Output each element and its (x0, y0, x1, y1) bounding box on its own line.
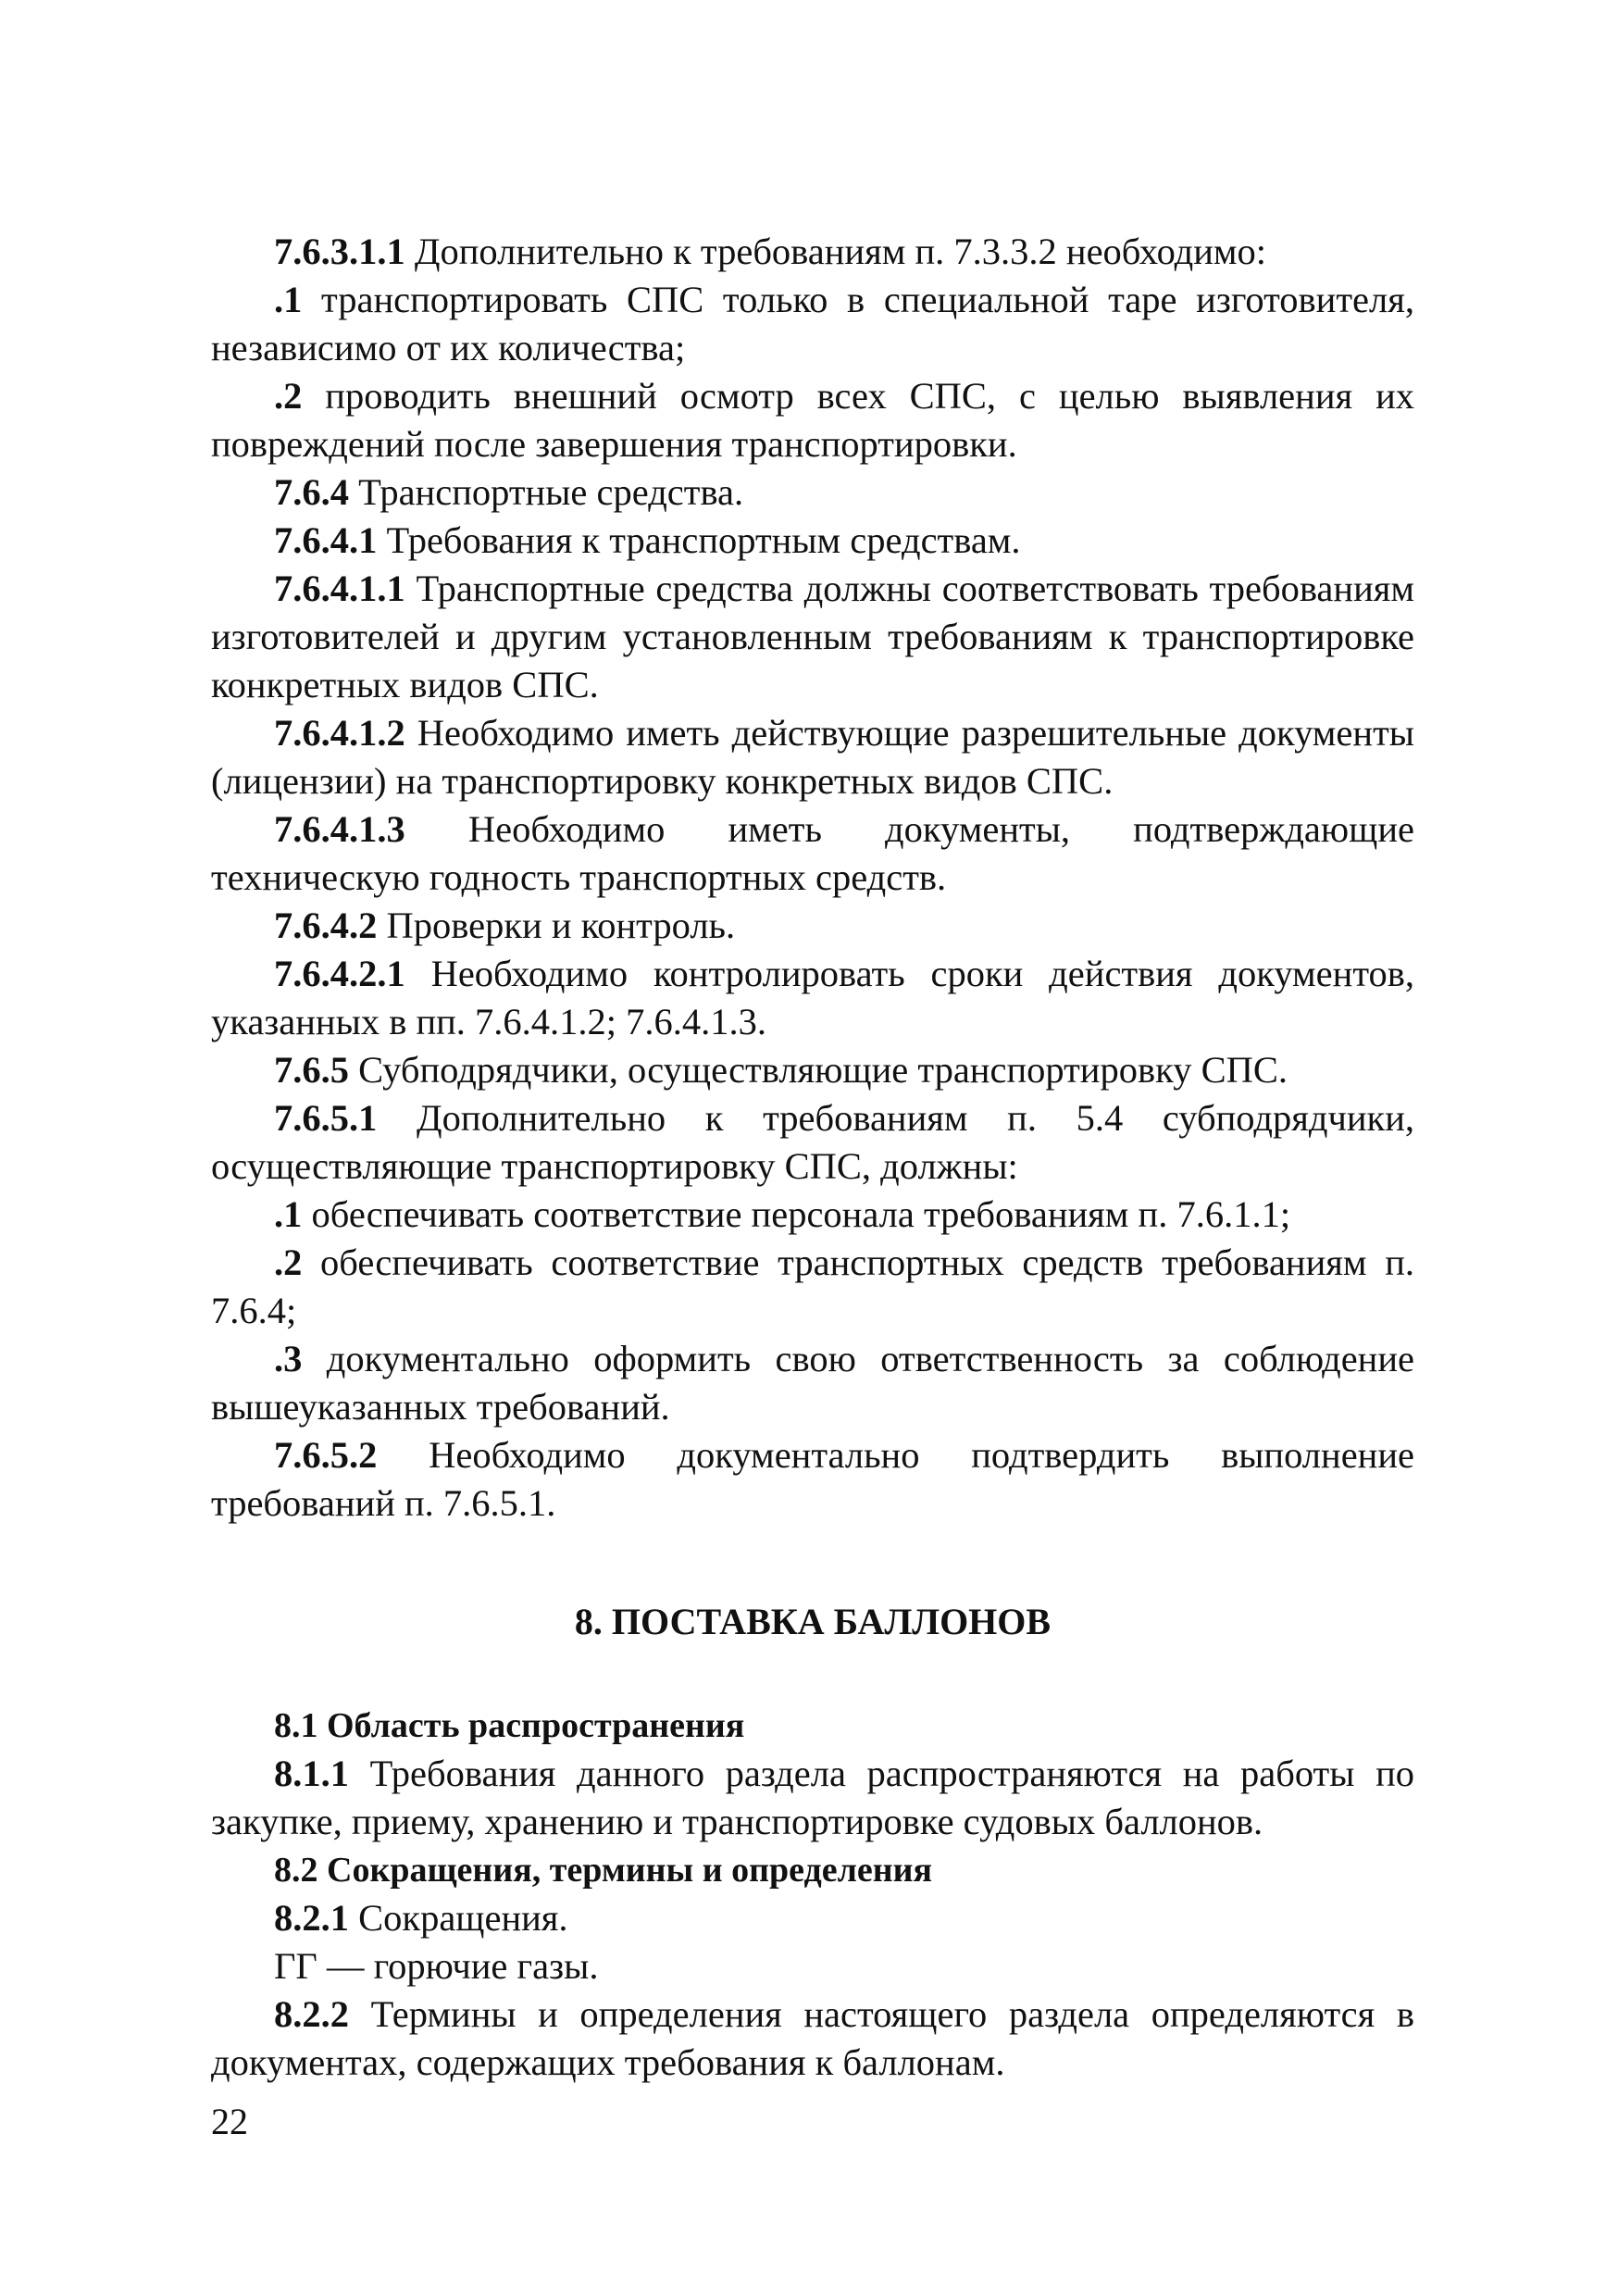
subheading-8-2: 8.2 Сокращения, термины и определения (274, 1851, 933, 1890)
paragraph-item-2 (211, 372, 1414, 468)
subheading-8-1: 8.1 Область распространения (274, 1706, 745, 1745)
paragraph-text: Дополнительно к требованиям п. 7.3.3.2 необходимо: (404, 231, 1267, 272)
paragraph-7-6-4-1-2 (211, 709, 1414, 805)
clause-number: 7.6.4.2.1 (274, 953, 405, 994)
paragraph-text: Необходимо контролировать сроки действия документов, указанных в пп. 7.6.4.1.2; 7.6.4.1.3. (211, 953, 1414, 1042)
clause-number: 8.2.2 (274, 1993, 349, 2035)
paragraph-text: проводить внешний осмотр всех СПС, с целью выявления их повреждений после завершения транспортировки. (211, 375, 1414, 465)
paragraph-text: Транспортные средства должны соответствовать требованиям изготовителей и другим установленным требованиям к транспортировке конкретных видов СПС. (211, 568, 1414, 705)
paragraph-abbreviation-gg (211, 1942, 1414, 1990)
paragraph-7-6-5-2 (211, 1431, 1414, 1528)
clause-number: 7.6.3.1.1 (274, 231, 405, 272)
clause-number: 7.6.4.1 (274, 519, 378, 561)
paragraph-item-2b (211, 1239, 1414, 1335)
paragraph-7-6-4-1-1 (211, 565, 1414, 709)
paragraph-7-6-4-1 (211, 517, 1414, 565)
paragraph-text: Дополнительно к требованиям п. 5.4 субподрядчики, осуществляющие транспортировку СПС, должны: (211, 1097, 1414, 1187)
paragraph-7-6-4-2 (211, 902, 1414, 950)
clause-number: 7.6.4.1.2 (274, 712, 405, 754)
paragraph-text: Требования данного раздела распространяются на работы по закупке, приему, хранению и транспортировке судовых баллонов. (211, 1753, 1414, 1842)
clause-number: 7.6.4.2 (274, 905, 378, 946)
paragraph-text: Субподрядчики, осуществляющие транспортировку СПС. (349, 1049, 1288, 1091)
clause-number: .1 (274, 279, 303, 320)
paragraph-8-2-2 (211, 1990, 1414, 2087)
clause-number: 8.1.1 (274, 1753, 349, 1794)
paragraph-7-6-4-1-3 (211, 805, 1414, 902)
clause-number: .2 (274, 1242, 303, 1283)
paragraph-item-1 (211, 276, 1414, 372)
paragraph-7-6-4 (211, 468, 1414, 517)
paragraph-item-3b (211, 1335, 1414, 1431)
paragraph-8-1-1 (211, 1750, 1414, 1846)
clause-number: .3 (274, 1338, 303, 1379)
clause-number: .2 (274, 375, 303, 417)
paragraph-text: Сокращения. (349, 1897, 568, 1939)
clause-number: 7.6.5.2 (274, 1434, 378, 1476)
paragraph-7-6-5 (211, 1046, 1414, 1094)
paragraph-text: Необходимо иметь действующие разрешительные документы (лицензии) на транспортировку конкретных видов СПС. (211, 712, 1414, 802)
clause-number: 7.6.4.1.3 (274, 808, 405, 850)
paragraph-text: документально оформить свою ответственность за соблюдение вышеуказанных требований. (211, 1338, 1414, 1428)
paragraph-text: обеспечивать соответствие персонала требованиям п. 7.6.1.1; (302, 1193, 1291, 1235)
page-body (211, 228, 1414, 2087)
paragraph-text: Термины и определения настоящего раздела определяются в документах, содержащих требования к баллонам. (211, 1993, 1414, 2083)
paragraph-7-6-5-1 (211, 1094, 1414, 1191)
clause-number: .1 (274, 1193, 303, 1235)
paragraph-item-1b (211, 1191, 1414, 1239)
paragraph-text: Требования к транспортным средствам. (377, 519, 1021, 561)
paragraph-text: Проверки и контроль. (377, 905, 736, 946)
paragraph-8-2-1 (211, 1894, 1414, 1942)
paragraph-7-6-4-2-1 (211, 950, 1414, 1046)
clause-number: 7.6.5 (274, 1049, 349, 1091)
paragraph-7-6-3-1-1 (211, 228, 1414, 276)
paragraph-text: обеспечивать соответствие транспортных средств требованиям п. 7.6.4; (211, 1242, 1414, 1331)
paragraph-text: транспортировать СПС только в специальной таре изготовителя, независимо от их количества; (211, 279, 1414, 368)
paragraph-text: ГГ — горючие газы. (274, 1945, 599, 1987)
paragraph-text: Транспортные средства. (349, 471, 744, 513)
clause-number: 7.6.5.1 (274, 1097, 378, 1139)
section-title: 8. ПОСТАВКА БАЛЛОНОВ (574, 1601, 1052, 1642)
clause-number: 7.6.4 (274, 471, 349, 513)
page-number: 22 (211, 2101, 248, 2142)
paragraph-text: Необходимо иметь документы, подтверждающие техническую годность транспортных средств. (211, 808, 1414, 898)
clause-number: 7.6.4.1.1 (274, 568, 405, 609)
clause-number: 8.2.1 (274, 1897, 349, 1939)
paragraph-text: Необходимо документально подтвердить выполнение требований п. 7.6.5.1. (211, 1434, 1414, 1524)
